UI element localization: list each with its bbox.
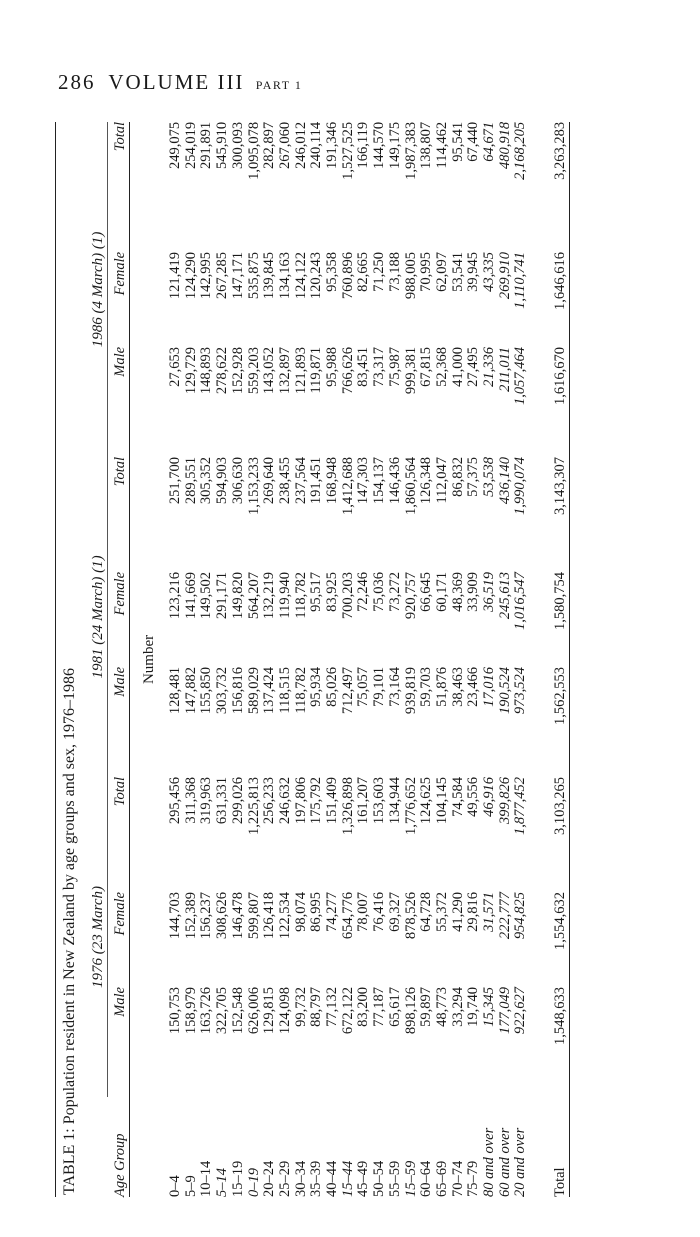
table-row (294, 122, 310, 1197)
table-cell: 126,348 (418, 456, 435, 505)
table-cell: 240,114 (308, 121, 325, 169)
table-cell: 57,375 (465, 456, 482, 497)
table-cell: 27,495 (465, 346, 482, 387)
table-cell: 559,203 (245, 346, 262, 395)
table-cell: 295,456 (167, 776, 183, 825)
table-cell: 289,551 (182, 456, 199, 505)
table-cell: 245,613 (496, 571, 513, 620)
table-cell: 166,119 (355, 121, 372, 169)
table-cell: 112,047 (433, 456, 450, 504)
table-cell: 77,187 (371, 987, 388, 1027)
table-row (513, 122, 529, 1197)
table-cell: 83,200 (355, 987, 372, 1027)
table-cell: 211,011 (496, 346, 513, 392)
table-cell: 238,455 (276, 456, 293, 505)
table-cell: 73,272 (386, 571, 403, 612)
table-cell: 76,416 (371, 892, 388, 932)
table-cell: 282,897 (261, 121, 278, 170)
table-cell: 148,893 (198, 346, 215, 395)
table-cell: 74,584 (449, 776, 466, 817)
table-row (482, 122, 498, 1197)
table-cell: 83,451 (355, 346, 372, 387)
table-cell: 291,891 (198, 121, 215, 170)
total-label: Total (529, 1097, 570, 1197)
age-group-label: 15–19 (229, 1160, 246, 1197)
table-cell: 246,012 (292, 121, 309, 170)
table-cell: 920,757 (402, 571, 419, 620)
table-cell: 71,250 (371, 251, 388, 292)
table-row (309, 122, 325, 1197)
total-cell: 1,580,754 (529, 572, 570, 667)
table-cell: 436,140 (496, 456, 513, 505)
table-cell: 132,897 (276, 346, 293, 395)
total-cell: 1,646,616 (529, 252, 570, 347)
table-cell: 480,918 (496, 121, 513, 170)
table-cell: 36,519 (481, 571, 498, 612)
age-group-label: 35–39 (308, 1160, 325, 1197)
table-cell: 49,556 (465, 776, 482, 817)
table-cell: 73,317 (371, 346, 388, 387)
table-cell: 46,916 (481, 776, 498, 817)
table-cell: 41,000 (449, 346, 466, 387)
table-cell: 1,990,074 (512, 456, 529, 515)
table-cell: 1,987,383 (402, 121, 419, 180)
table-cell: 95,358 (324, 251, 341, 292)
table-cell: 75,057 (355, 666, 372, 707)
table-cell: 303,732 (214, 666, 231, 715)
table-cell: 59,703 (418, 666, 435, 707)
table-cell: 1,016,547 (512, 571, 529, 630)
age-group-label: 75–79 (465, 1160, 482, 1197)
total-row (529, 122, 570, 1197)
table-cell: 118,515 (276, 666, 293, 714)
table-cell: 21,336 (481, 346, 498, 387)
total-cell: 1,548,633 (529, 987, 570, 1097)
table-cell: 599,807 (245, 892, 262, 940)
table-cell: 124,122 (292, 251, 309, 300)
table-cell: 82,665 (355, 251, 372, 292)
table-row (498, 122, 514, 1197)
age-group-label: 0–19 (245, 1168, 262, 1197)
table-cell: 55,372 (433, 892, 450, 932)
table-cell: 631,331 (214, 776, 231, 825)
table-cell: 535,875 (245, 251, 262, 300)
age-group-label: 10–14 (198, 1160, 215, 1197)
table-cell: 300,093 (229, 121, 246, 170)
table-cell: 1,527,525 (339, 121, 356, 180)
table-cell: 67,815 (418, 346, 435, 387)
table-cell: 53,541 (449, 251, 466, 292)
table-cell: 191,451 (308, 456, 325, 505)
table-cell: 122,534 (276, 892, 293, 940)
table-cell: 267,060 (276, 121, 293, 170)
table-cell: 118,782 (292, 666, 309, 714)
table-cell: 154,137 (371, 456, 388, 505)
table-cell: 48,369 (449, 571, 466, 612)
table-cell: 31,571 (481, 892, 498, 932)
header-male: Male (108, 667, 130, 777)
table-cell: 878,526 (402, 892, 419, 940)
table-cell: 95,934 (308, 666, 325, 707)
table-row (215, 122, 231, 1197)
table-cell: 545,910 (214, 121, 231, 170)
table-cell: 124,625 (418, 776, 435, 825)
table-cell: 78,007 (355, 892, 372, 932)
table-cell: 15,345 (481, 987, 498, 1027)
table-cell: 168,948 (324, 456, 341, 505)
table-cell: 64,671 (481, 121, 498, 162)
table-cell: 126,418 (261, 892, 278, 940)
table-cell: 249,075 (167, 121, 183, 170)
table-row (341, 122, 357, 1197)
table-cell: 319,963 (198, 776, 215, 825)
table-cell: 69,327 (386, 892, 403, 932)
table-cell: 149,175 (386, 121, 403, 170)
table-cell: 138,807 (418, 121, 435, 170)
table-cell: 306,630 (229, 456, 246, 505)
age-group-label: 50–54 (371, 1160, 388, 1197)
table-cell: 74,277 (324, 892, 341, 932)
table-cell: 291,171 (214, 571, 231, 620)
table-cell: 121,893 (292, 346, 309, 395)
table-row (388, 122, 404, 1197)
population-table (85, 122, 570, 1197)
age-group-label: 0–4 (167, 1175, 183, 1197)
table-cell: 147,171 (229, 251, 246, 300)
table-row (451, 122, 467, 1197)
table-cell: 59,897 (418, 987, 435, 1027)
table-row (372, 122, 388, 1197)
table-cell: 156,237 (198, 892, 215, 940)
table-cell: 75,987 (386, 346, 403, 387)
table-cell: 73,164 (386, 666, 403, 707)
table-cell: 256,233 (261, 776, 278, 825)
group-label-1976: 1976 (23 March) (85, 777, 108, 1097)
table-cell: 246,632 (276, 776, 293, 825)
table-row (168, 122, 184, 1197)
table-row (231, 122, 247, 1197)
age-group-label: 15–59 (402, 1160, 419, 1197)
table-cell: 1,326,898 (339, 776, 356, 835)
table-cell: 1,110,741 (512, 251, 529, 309)
total-cell: 3,143,307 (529, 457, 570, 572)
table-cell: 53,538 (481, 456, 498, 497)
table-row (325, 122, 341, 1197)
volume-title: VOLUME III (108, 70, 245, 94)
table-cell: 1,412,688 (339, 456, 356, 515)
table-cell: 760,896 (339, 251, 356, 300)
table-row (262, 122, 278, 1197)
age-group-label: 5–9 (182, 1175, 199, 1197)
table-cell: 39,945 (465, 251, 482, 292)
table-cell: 973,524 (512, 666, 529, 715)
table-cell: 83,925 (324, 571, 341, 612)
table-caption: TABLE 1: Population resident in New Zealand by age groups and sex, 1976–1986 (55, 122, 83, 1197)
age-group-label: 65–69 (433, 1160, 450, 1197)
age-group-label: 45–49 (355, 1160, 372, 1197)
units-row (130, 122, 159, 1197)
table-cell: 144,703 (167, 892, 183, 940)
table-cell: 119,871 (308, 346, 325, 394)
table-cell: 299,026 (229, 776, 246, 825)
table-cell: 305,352 (198, 456, 215, 505)
table-cell: 51,876 (433, 666, 450, 707)
table-cell: 27,653 (167, 346, 183, 387)
table-cell: 134,944 (386, 776, 403, 825)
table-cell: 98,074 (292, 892, 309, 932)
table-cell: 269,910 (496, 251, 513, 300)
table-cell: 1,225,813 (245, 776, 262, 835)
table-cell: 150,753 (167, 987, 183, 1035)
group-header-row (85, 122, 108, 1197)
table-cell: 589,029 (245, 666, 262, 715)
table-cell: 222,777 (496, 892, 513, 940)
table-cell: 177,049 (496, 987, 513, 1035)
table-cell: 41,290 (449, 892, 466, 932)
table-cell: 1,776,652 (402, 776, 419, 835)
table-cell: 33,294 (449, 987, 466, 1027)
table-cell: 712,497 (339, 666, 356, 715)
table-row (247, 122, 263, 1197)
table-cell: 149,820 (229, 571, 246, 620)
table-cell: 1,877,452 (512, 776, 529, 835)
table-cell: 1,057,464 (512, 346, 529, 405)
table-cell: 237,564 (292, 456, 309, 505)
table-cell: 151,409 (324, 776, 341, 825)
age-group-label: 25–29 (276, 1160, 293, 1197)
table-cell: 654,776 (339, 892, 356, 940)
table-cell: 158,979 (182, 987, 199, 1035)
table-cell: 48,773 (433, 987, 450, 1027)
table-row (184, 122, 200, 1197)
total-cell: 3,263,283 (529, 122, 570, 252)
age-group-label: 60–64 (418, 1160, 435, 1197)
table-cell: 43,335 (481, 251, 498, 292)
age-group-label: 5–14 (214, 1168, 231, 1197)
table-cell: 33,909 (465, 571, 482, 612)
table-cell: 95,988 (324, 346, 341, 387)
table-cell: 1,095,078 (245, 121, 262, 180)
table-cell: 954,825 (512, 892, 529, 940)
age-group-label: 60 and over (496, 1127, 513, 1197)
rotated-table-container (55, 122, 685, 1197)
table-cell: 73,188 (386, 251, 403, 292)
table-cell: 85,026 (324, 666, 341, 707)
table-cell: 399,826 (496, 776, 513, 825)
table-cell: 267,285 (214, 251, 231, 300)
header-female: Female (108, 572, 130, 667)
table-cell: 129,729 (182, 346, 199, 395)
table-row (199, 122, 215, 1197)
table-cell: 62,097 (433, 251, 450, 292)
table-cell: 308,626 (214, 892, 231, 940)
table-cell: 67,440 (465, 121, 482, 162)
table-cell: 191,346 (324, 121, 341, 170)
table-cell: 65,617 (386, 987, 403, 1027)
age-group-label: 20–24 (261, 1160, 278, 1197)
table-cell: 152,389 (182, 892, 199, 940)
table-cell: 322,705 (214, 987, 231, 1035)
header-total: Total (108, 777, 130, 892)
table-cell: 123,216 (167, 571, 183, 620)
table-cell: 254,019 (182, 121, 199, 170)
table-cell: 95,541 (449, 121, 466, 162)
table-cell: 129,815 (261, 987, 278, 1035)
table-cell: 60,171 (433, 571, 450, 612)
table-cell: 939,819 (402, 666, 419, 715)
table-row (404, 122, 420, 1197)
header-female: Female (108, 252, 130, 347)
age-group-label: 20 and over (512, 1127, 529, 1197)
table-cell: 251,700 (167, 456, 183, 505)
table-cell: 72,246 (355, 571, 372, 612)
table-cell: 626,006 (245, 987, 262, 1035)
table-cell: 146,478 (229, 892, 246, 940)
table-cell: 104,145 (433, 776, 450, 825)
table-cell: 119,940 (276, 571, 293, 619)
table-cell: 139,845 (261, 251, 278, 300)
total-cell: 1,562,553 (529, 667, 570, 777)
table-cell: 152,928 (229, 346, 246, 395)
table-body (85, 122, 570, 1197)
table-cell: 142,995 (198, 251, 215, 300)
table-cell: 922,627 (512, 987, 529, 1035)
table-cell: 77,132 (324, 987, 341, 1027)
table-cell: 124,290 (182, 251, 199, 300)
header-female: Female (108, 892, 130, 987)
table-cell: 147,882 (182, 666, 199, 715)
table-row (419, 122, 435, 1197)
table-cell: 120,243 (308, 251, 325, 300)
table-cell: 153,603 (371, 776, 388, 825)
group-label-1986: 1986 (4 March) (1) (85, 122, 108, 457)
table-cell: 146,436 (386, 456, 403, 505)
table-cell: 1,153,233 (245, 456, 262, 515)
table-cell: 23,466 (465, 666, 482, 707)
table-cell: 134,163 (276, 251, 293, 300)
table-cell: 147,303 (355, 456, 372, 505)
table-cell: 144,570 (371, 121, 388, 170)
table-cell: 163,726 (198, 987, 215, 1035)
table-cell: 594,903 (214, 456, 231, 505)
table-cell: 118,782 (292, 571, 309, 619)
table-cell: 66,645 (418, 571, 435, 612)
table-cell: 278,622 (214, 346, 231, 395)
table-cell: 19,740 (465, 987, 482, 1027)
table-cell: 149,502 (198, 571, 215, 620)
page-number: 286 (58, 70, 96, 94)
header-total: Total (108, 457, 130, 572)
table-cell: 1,860,564 (402, 456, 419, 515)
table-row (435, 122, 451, 1197)
table-cell: 564,207 (245, 571, 262, 620)
table-cell: 155,850 (198, 666, 215, 715)
age-group-header: Age Group (108, 1097, 130, 1197)
page-header (58, 70, 302, 95)
table-cell: 70,995 (418, 251, 435, 292)
table-cell: 700,203 (339, 571, 356, 620)
table-cell: 152,548 (229, 987, 246, 1035)
table-cell: 898,126 (402, 987, 419, 1035)
sub-header-row (108, 122, 130, 1197)
table-cell: 52,368 (433, 346, 450, 387)
table-cell: 143,052 (261, 346, 278, 395)
group-label-1981: 1981 (24 March) (1) (85, 457, 108, 777)
table-cell: 86,832 (449, 456, 466, 497)
table-cell: 38,463 (449, 666, 466, 707)
blank-cell (85, 1097, 108, 1197)
part-label: PART 1 (255, 78, 303, 92)
table-cell: 75,036 (371, 571, 388, 612)
age-group-label: 55–59 (386, 1160, 403, 1197)
table-cell: 2,168,205 (512, 121, 529, 180)
table-cell: 161,207 (355, 776, 372, 825)
table-cell: 197,806 (292, 776, 309, 825)
total-cell: 1,554,632 (529, 892, 570, 987)
table-cell: 988,005 (402, 251, 419, 300)
table-cell: 95,517 (308, 571, 325, 612)
table-row (466, 122, 482, 1197)
table-cell: 64,728 (418, 892, 435, 932)
table-cell: 99,732 (292, 987, 309, 1027)
table-cell: 672,122 (339, 987, 356, 1035)
age-group-label: 15–44 (339, 1160, 356, 1197)
header-male: Male (108, 987, 130, 1097)
table-cell: 137,424 (261, 666, 278, 715)
table-cell: 121,419 (167, 251, 183, 300)
table-cell: 17,016 (481, 666, 498, 707)
table-cell: 766,626 (339, 346, 356, 395)
units-label: Number (141, 634, 157, 685)
table-cell: 114,462 (433, 121, 450, 169)
table-cell: 124,098 (276, 987, 293, 1035)
total-cell: 1,616,670 (529, 347, 570, 457)
header-total: Total (108, 122, 130, 252)
table-cell: 86,995 (308, 892, 325, 932)
total-cell: 3,103,265 (529, 777, 570, 892)
age-group-label: 40–44 (324, 1160, 341, 1197)
table-cell: 156,816 (229, 666, 246, 715)
table-cell: 311,368 (182, 776, 199, 824)
table-cell: 141,669 (182, 571, 199, 620)
table-cell: 175,792 (308, 776, 325, 825)
header-male: Male (108, 347, 130, 457)
table-cell: 88,797 (308, 987, 325, 1027)
age-group-label: 30–34 (292, 1160, 309, 1197)
table-cell: 999,381 (402, 346, 419, 395)
table-cell: 29,816 (465, 892, 482, 932)
table-cell: 190,524 (496, 666, 513, 715)
table-cell: 132,219 (261, 571, 278, 620)
table-cell: 128,481 (167, 666, 183, 715)
table-cell: 269,640 (261, 456, 278, 505)
table-row (356, 122, 372, 1197)
table-row (278, 122, 294, 1197)
age-group-label: 80 and over (481, 1127, 498, 1197)
table-cell: 79,101 (371, 666, 388, 707)
age-group-label: 70–74 (449, 1160, 466, 1197)
